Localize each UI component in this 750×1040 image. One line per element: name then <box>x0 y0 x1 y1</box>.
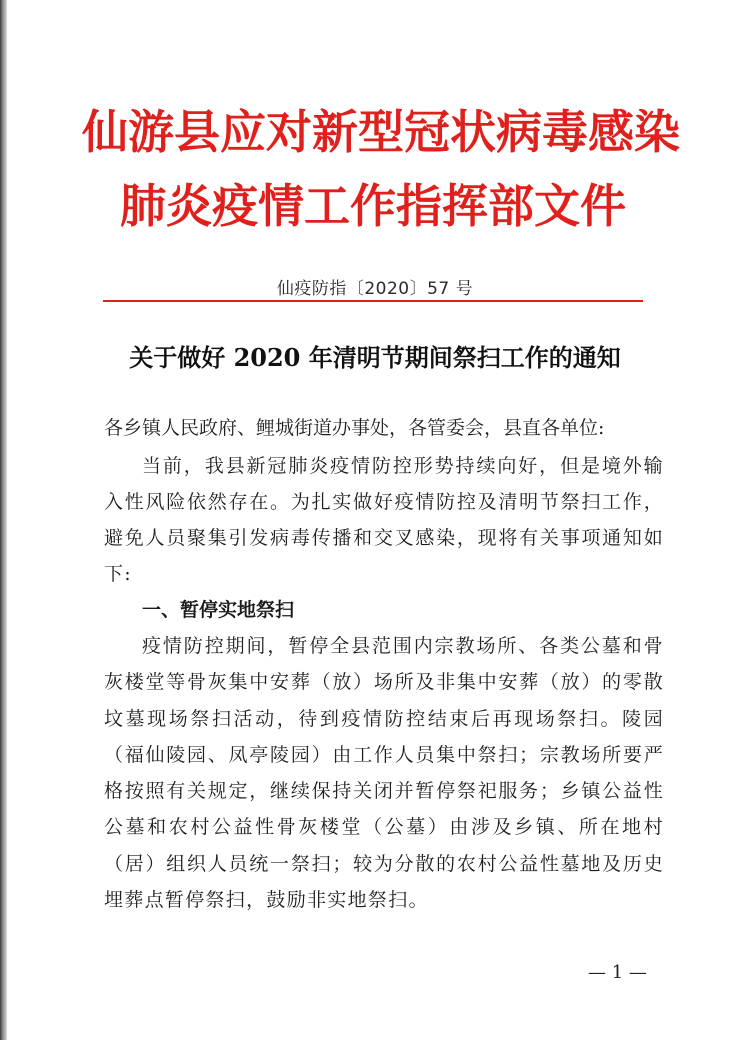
red-divider-line <box>103 300 643 302</box>
body-paragraph-section1: 疫情防控期间，暂停全县范围内宗教场所、各类公墓和骨灰楼堂等骨灰集中安葬（放）场所及非集中安葬（放）的零散坟墓现场祭扫活动，待到疫情防控结束后再现场祭扫。陵园（福仙陵园、凤亭陵园）由工作人员集中祭扫；宗教场所要严格按照有关规定，继续保持关闭并暂停祭祀服务；乡镇公益性公墓和农村公益性骨灰楼堂（公墓）由涉及乡镇、所在地村（居）组织人员统一祭扫；较为分散的农村公益性墓地及历史埋葬点暂停祭扫，鼓励非实地祭扫。 <box>104 635 664 912</box>
document-header-title-line1: 仙游县应对新型冠状病毒感染 <box>82 105 680 159</box>
page-number: — 1 — <box>588 962 647 983</box>
notice-title: 关于做好 2020 年清明节期间祭扫工作的通知 <box>129 343 621 372</box>
addressee-line: 各乡镇人民政府、鲤城街道办事处，各管委会，县直各单位: <box>104 417 605 439</box>
section-heading-1: 一、暂停实地祭扫 <box>142 599 295 621</box>
document-header-title-line2: 肺炎疫情工作指挥部文件 <box>120 179 626 233</box>
body-paragraph-intro: 当前，我县新冠肺炎疫情防控形势持续向好，但是境外输入性风险依然存在。为扎实做好疫情防控及清明节祭扫工作，避免人员聚集引发病毒传播和交叉感染，现将有关事项通知如下: <box>104 455 664 585</box>
document-number: 仙疫防指〔2020〕57 号 <box>276 279 474 299</box>
